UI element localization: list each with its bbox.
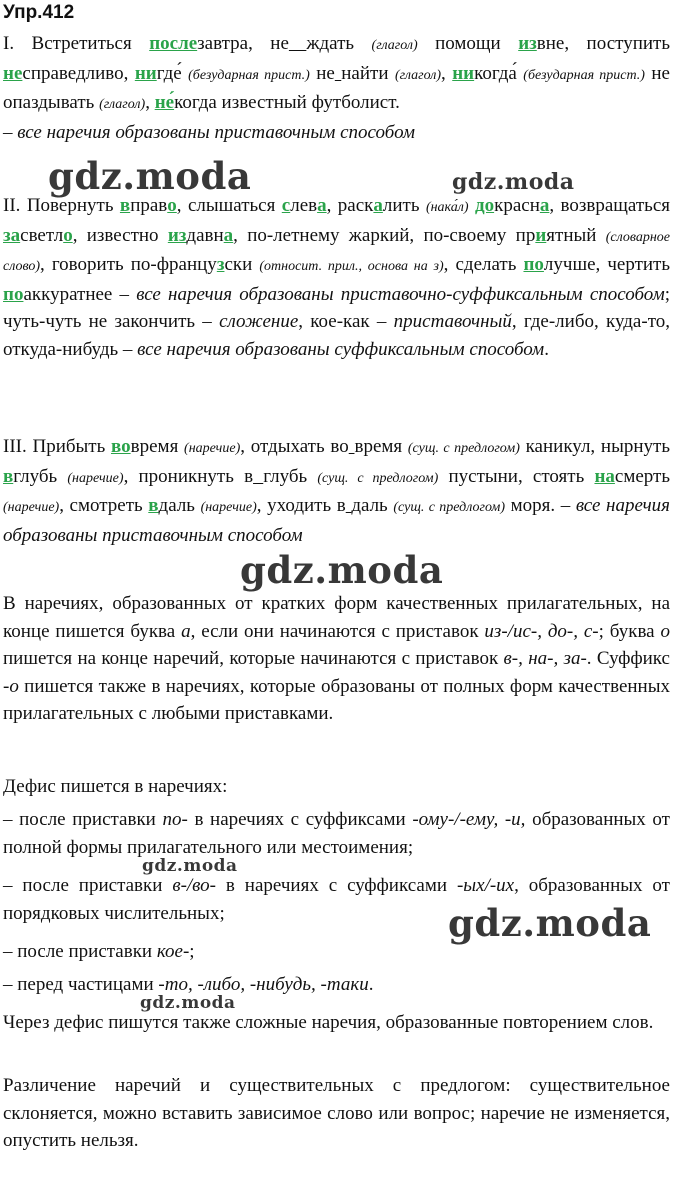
note: (сущ. с предлогом) [407, 441, 520, 456]
note: (относит. прил., основа на з) [259, 259, 444, 274]
exercise-title: Упр.412 [3, 2, 75, 23]
hyphen-rule-3: – после приставки кое-; [3, 941, 195, 962]
highlight: а [539, 195, 550, 216]
hyphen-rule-4: – перед частицами -то, -либо, -нибудь, -таки. [3, 974, 374, 995]
section-2-text: II. Повернуть вправо, слышаться слева, раскалить (нака́л) докрасна, возвращаться засветло, известно издавна, по-летнему жаркий, по-своему приятный (словарное слово), говорить по-французски (относит. прил., основа на з), сделать получше, чертить поаккуратнее – все наречия образованы приставочно-суффиксальным способом; чуть-чуть не закончить – сложение, кое-как – приставочный, где-либо, куда-то, откуда-нибудь – все наречия образованы суффиксальным способом. [3, 195, 671, 360]
highlight: по [3, 283, 24, 305]
note: (безударная прист.) [523, 67, 645, 83]
section-3 [3, 433, 670, 549]
watermark: gdz.moda [448, 901, 652, 945]
highlight: а [317, 195, 327, 216]
note: (словарное слово) [3, 229, 671, 274]
highlight: по [523, 254, 544, 275]
rule-distinction: Различение наречий и существительных с предлогом: существительное склоняется, можно вставить зависимое слово или вопрос; наречие не изменяется, опустить нельзя. [3, 1075, 670, 1151]
highlight: с [281, 195, 291, 216]
rule-endings [3, 590, 670, 728]
highlight: за [3, 224, 21, 246]
note: (наречие) [200, 500, 257, 515]
hyphen-intro: Дефис пишется в наречиях: [3, 776, 228, 797]
note: (глагол) [394, 67, 442, 83]
highlight: и [535, 224, 547, 246]
note: (глагол) [99, 97, 146, 112]
highlight: а [223, 224, 234, 246]
highlight: на [594, 465, 615, 487]
watermark: gdz.moda [142, 856, 238, 876]
watermark: gdz.moda [240, 548, 444, 592]
section-1 [3, 30, 670, 146]
note: (наречие) [67, 470, 124, 486]
highlight: о [63, 224, 73, 246]
watermark: gdz.moda [48, 154, 252, 198]
rule-endings-text: В наречиях, образованных от кратких форм качественных прилагательных, на конце пишется буква а, если они начинаются с приставок из-/ис-, до-, с-; буква о пишется на конце наречий, которые начинаются с приставок в-, на-, за-. Суффикс -о пишется также в наречиях, которые образованы от полных форм качественных прилагательных с любыми приставками. [3, 593, 670, 724]
note: (нака́л) [425, 200, 469, 215]
hyphen-rule-2: – после приставки в-/во- в наречиях с суффиксами -ых/-их, образованных от порядковых числительных; [3, 875, 670, 924]
section-1-conclusion: – все наречия образованы приставочным способом [3, 121, 415, 143]
highlight: ни [134, 62, 157, 84]
highlight: после [149, 33, 198, 54]
note: (наречие) [3, 500, 60, 515]
highlight: в [119, 195, 131, 216]
highlight: в [3, 465, 14, 487]
note: (глагол) [371, 38, 418, 53]
section-1-text: I. Встретиться послезавтра, не ждать (глагол) помощи извне, поступить несправедливо, нигде́ (безударная прист.) не найти (глагол), никогда́ (безударная прист.) не опаздывать (глагол), не́когда известный футболист. [3, 33, 670, 113]
highlight: не [3, 62, 23, 84]
note: (безударная прист.) [188, 67, 310, 83]
highlight: ни [452, 62, 475, 84]
highlight: из [167, 224, 187, 246]
note: (сущ. с предлогом) [393, 500, 506, 515]
highlight: в [148, 495, 159, 516]
hyphen-rule-1: – после приставки по- в наречиях с суффиксами -ому-/-ему, -и, образованных от полной формы прилагательного или местоимения; [3, 809, 670, 858]
watermark: gdz.moda [452, 169, 575, 195]
highlight: из [518, 33, 537, 54]
highlight: а [373, 195, 383, 216]
note: (наречие) [184, 441, 241, 456]
rule-compound: Через дефис пишутся также сложные наречия, образованные повторением слов. [3, 1012, 654, 1033]
note: (сущ. с предлогом) [317, 470, 439, 486]
highlight: до [474, 195, 495, 216]
section-2 [3, 192, 670, 363]
watermark: gdz.moda [140, 993, 236, 1013]
highlight: о [167, 195, 177, 216]
highlight: з [216, 254, 225, 275]
highlight: не́ [154, 92, 175, 113]
highlight: во [111, 436, 131, 457]
section-3-text: III. Прибыть вовремя (наречие), отдыхать во время (сущ. с предлогом) каникул, нырнуть вглубь (наречие), проникнуть в глубь (сущ. с предлогом) пустыни, стоять насмерть (наречие), смотреть вдаль (наречие), уходить в даль (сущ. с предлогом) моря. – все наречия образованы приставочным способом [3, 436, 671, 546]
